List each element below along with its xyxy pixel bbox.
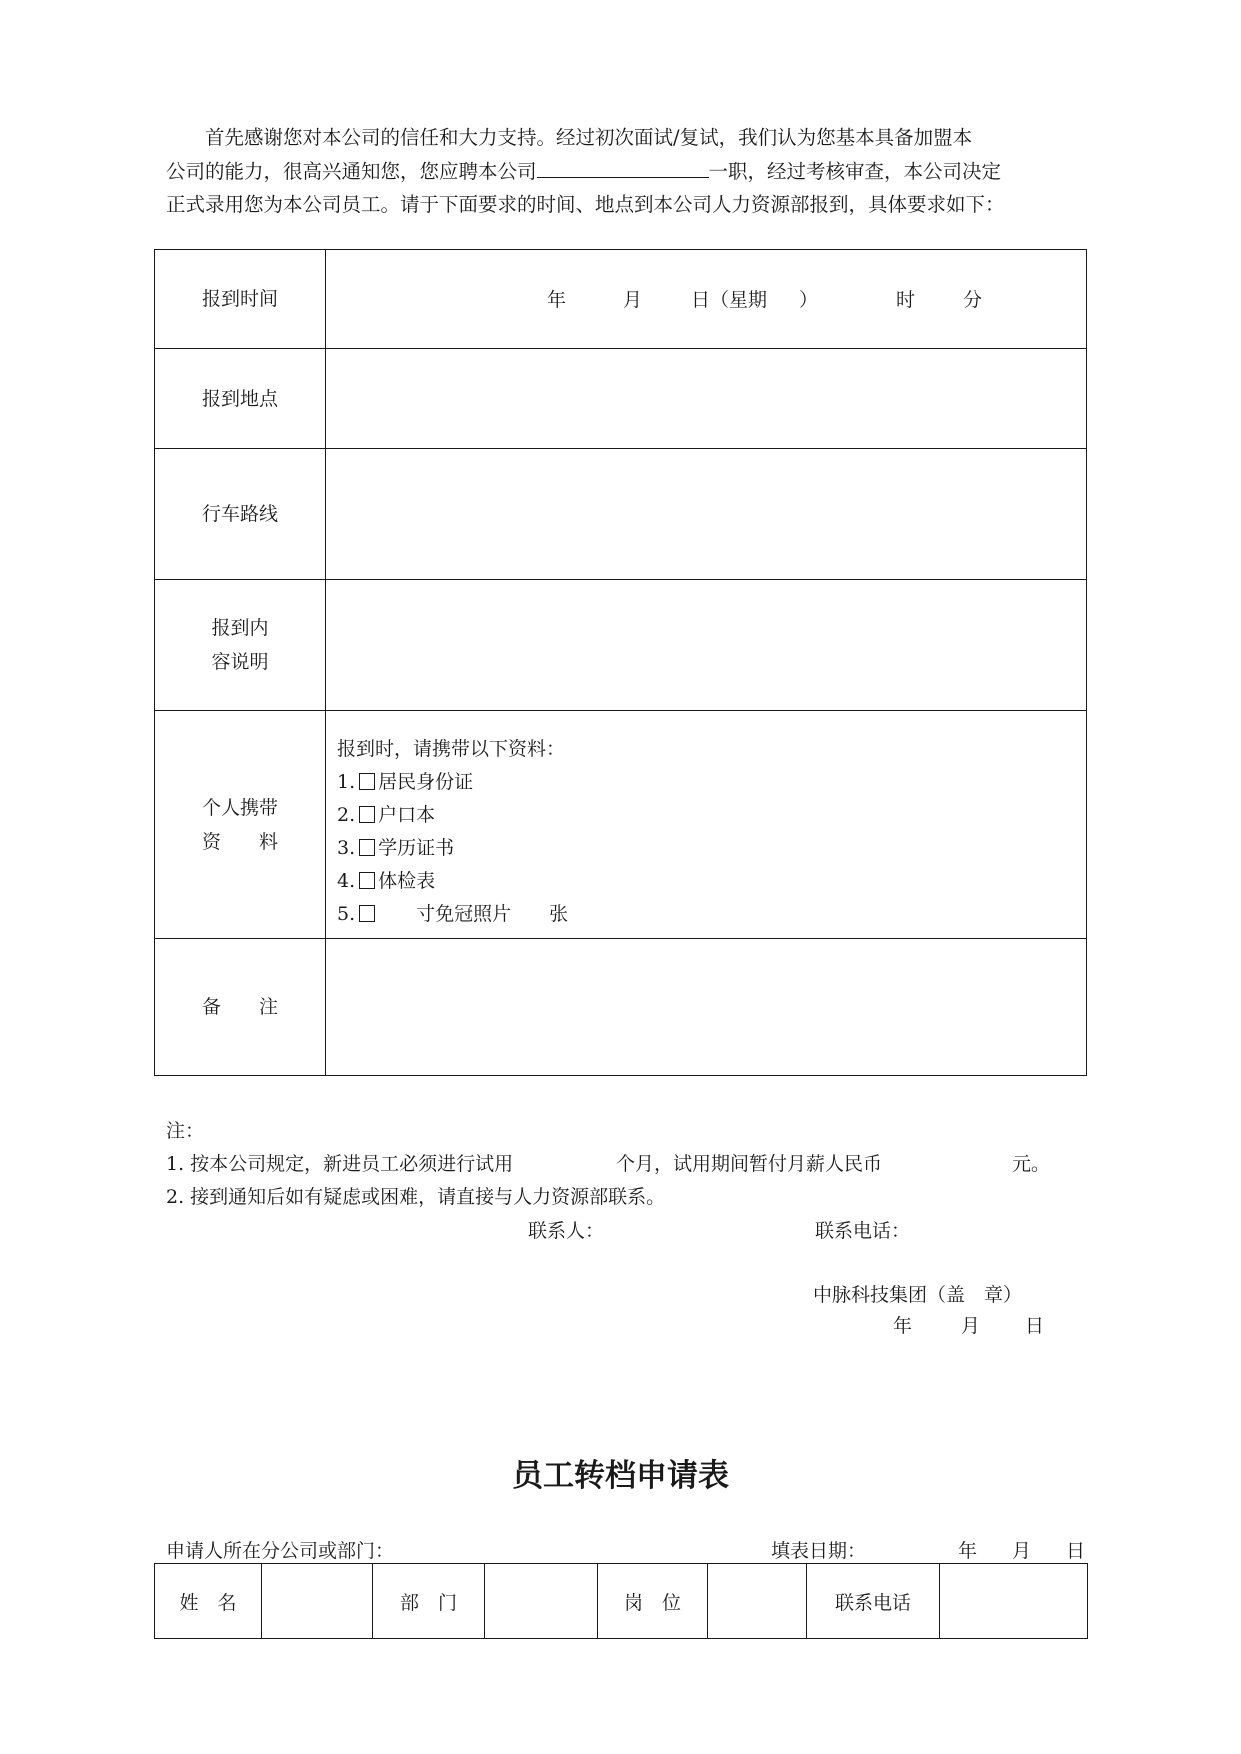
employee-info-table — [154, 1563, 1088, 1639]
fill-date-day: 日 — [1066, 1540, 1086, 1562]
materials-checklist — [326, 711, 1086, 931]
label-report-place: 报到地点 — [155, 349, 326, 449]
sign-month: 月 — [961, 1315, 981, 1337]
time-hour: 时 — [896, 289, 916, 311]
row-content — [155, 580, 1087, 711]
time-year: 年 — [547, 289, 567, 311]
department-field[interactable] — [485, 1564, 598, 1639]
intro-line-2a: 公司的能力，很高兴通知您，您应聘本公司 — [166, 159, 537, 183]
time-day-week: 日（星期 — [691, 289, 768, 311]
note-1c: 元。 — [1012, 1153, 1051, 1175]
phone-field[interactable] — [940, 1564, 1088, 1639]
header-phone: 联系电话 — [807, 1564, 940, 1639]
material-item-2: 2. 户口本 — [337, 804, 436, 826]
material-item-5: 5. 寸免冠照片 张 — [337, 903, 569, 925]
material-item-4: 4. 体检表 — [337, 870, 436, 892]
sign-year: 年 — [893, 1315, 913, 1337]
contact-phone-label: 联系电话： — [815, 1220, 911, 1242]
fill-date-label: 填表日期： — [771, 1540, 867, 1562]
materials-intro: 报到时，请携带以下资料： — [337, 738, 566, 760]
report-time-field[interactable] — [326, 250, 1087, 349]
row-materials — [155, 711, 1087, 939]
material-item-1: 1. 居民身份证 — [337, 771, 474, 793]
label-report-time: 报到时间 — [155, 250, 326, 349]
route-field[interactable] — [326, 449, 1087, 580]
contact-person-label: 联系人： — [528, 1220, 605, 1242]
transfer-form-title: 员工转档申请表 — [512, 1458, 729, 1494]
fill-date-month: 月 — [1012, 1540, 1032, 1562]
time-close-paren: ） — [799, 289, 819, 311]
name-field[interactable] — [262, 1564, 373, 1639]
time-minute: 分 — [963, 289, 983, 311]
company-seal: 中脉科技集团（盖 章） — [813, 1284, 1023, 1306]
remark-field[interactable] — [326, 939, 1087, 1076]
post-field[interactable] — [708, 1564, 807, 1639]
materials-field — [326, 711, 1087, 939]
note-1b: 个月，试用期间暂付月薪人民币 — [616, 1153, 883, 1175]
header-name: 姓 名 — [155, 1564, 262, 1639]
content-field[interactable] — [326, 580, 1087, 711]
notes-heading: 注： — [166, 1120, 205, 1142]
report-place-field[interactable] — [326, 349, 1087, 449]
row-route — [155, 449, 1087, 580]
header-department: 部 门 — [373, 1564, 485, 1639]
intro-line-1: 首先感谢您对本公司的信任和大力支持。经过初次面试/复试，我们认为您基本具备加盟本 — [205, 126, 973, 149]
intro-line-3: 正式录用您为本公司员工。请于下面要求的时间、地点到本公司人力资源部报到，具体要求如下： — [166, 193, 1005, 216]
position-blank[interactable] — [537, 157, 709, 178]
dept-label: 申请人所在分公司或部门： — [166, 1540, 395, 1562]
checkbox[interactable] — [359, 806, 375, 823]
fill-date-year: 年 — [958, 1540, 978, 1562]
label-content: 报到内 容说明 — [155, 580, 326, 711]
material-item-3: 3. 学历证书 — [337, 837, 455, 859]
intro-line-2b: 一职，经过考核审查，本公司决定 — [708, 159, 1002, 183]
checkbox[interactable] — [359, 839, 375, 856]
label-materials: 个人携带 资 料 — [155, 711, 326, 939]
intro-paragraph — [166, 121, 1081, 222]
header-post: 岗 位 — [598, 1564, 708, 1639]
time-month: 月 — [623, 289, 643, 311]
note-2: 2. 接到通知后如有疑虑或困难，请直接与人力资源部联系。 — [166, 1186, 666, 1208]
row-report-place — [155, 349, 1087, 449]
report-table — [154, 249, 1087, 1076]
label-route: 行车路线 — [155, 449, 326, 580]
row-report-time — [155, 250, 1087, 349]
employee-info-row — [155, 1564, 1088, 1639]
checkbox[interactable] — [359, 905, 375, 922]
label-remark: 备 注 — [155, 939, 326, 1076]
checkbox[interactable] — [359, 872, 375, 889]
sign-day: 日 — [1025, 1315, 1045, 1337]
row-remark — [155, 939, 1087, 1076]
checkbox[interactable] — [359, 773, 375, 790]
note-1a: 1. 按本公司规定，新进员工必须进行试用 — [166, 1153, 514, 1175]
